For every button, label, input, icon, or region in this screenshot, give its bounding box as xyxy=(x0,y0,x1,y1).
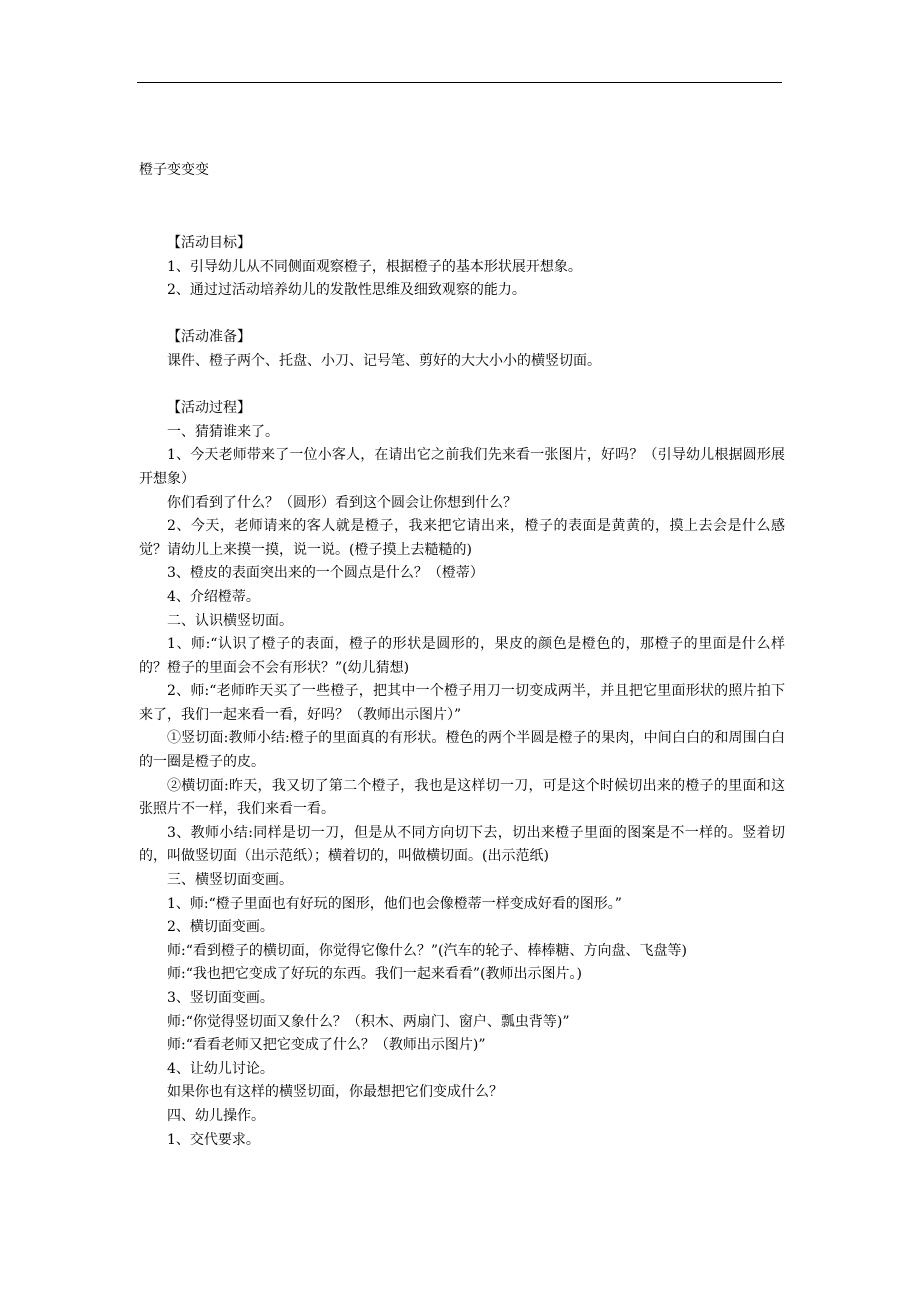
header-rule xyxy=(137,82,782,83)
paragraph: 2、横切面变画。 xyxy=(167,919,274,936)
paragraph: 1、师:“橙子里面也有好玩的图形，他们也会像橙蒂一样变成好看的图形。” xyxy=(167,895,622,912)
paragraph: 3、橙皮的表面突出来的一个圆点是什么？（橙蒂） xyxy=(167,565,484,582)
document-body xyxy=(139,232,785,1152)
section-heading-goals: 【活动目标】 xyxy=(167,235,251,251)
paragraph: 4、让幼儿讨论。 xyxy=(167,1060,274,1077)
paragraph: 2、通过过活动培养幼儿的发散性思维及细致观察的能力。 xyxy=(167,282,526,299)
paragraph: 3、竖切面变画。 xyxy=(167,990,274,1006)
paragraph: 2、师:“老师昨天买了一些橙子，把其中一个橙子用刀一切变成两半，并且把它里面形状的照片拍下来了，我们一起来看一看，好吗？（教师出示图片）” xyxy=(139,683,785,723)
paragraph: 课件、橙子两个、托盘、小刀、记号笔、剪好的大大小小的横竖切面。 xyxy=(167,352,601,369)
paragraph: 3、教师小结:同样是切一刀，但是从不同方向切下去，切出来橙子里面的图案是不一样的。竖着切的，叫做竖切面（出示范纸）；横着切的，叫做横切面。(出示范纸) xyxy=(139,824,785,865)
paragraph: 师:“我也把它变成了好玩的东西。我们一起来看看”(教师出示图片。) xyxy=(167,966,582,983)
paragraph: 1、交代要求。 xyxy=(167,1131,260,1148)
paragraph: ①竖切面:教师小结:橙子的里面真的有形状。橙色的两个半圆是橙子的果肉，中间白白的和周围白白的一圈是橙子的皮。 xyxy=(139,730,785,771)
paragraph: 师:“你觉得竖切面又象什么？（积木、两扇门、窗户、瓢虫背等)” xyxy=(167,1013,570,1030)
paragraph: 如果你也有这样的横竖切面，你最想把它们变成什么？ xyxy=(167,1084,503,1101)
paragraph: ②横切面:昨天，我又切了第二个橙子，我也是这样切一刀，可是这个时候切出来的橙子的里面和这张照片不一样，我们来看一看。 xyxy=(139,777,785,818)
paragraph: 四、幼儿操作。 xyxy=(167,1107,265,1124)
paragraph: 1、师:“认识了橙子的表面，橙子的形状是圆形的，果皮的颜色是橙色的，那橙子的里面是什么样的？橙子的里面会不会有形状？”(幼儿猜想) xyxy=(139,636,785,676)
paragraph: 二、认识横竖切面。 xyxy=(167,612,293,629)
paragraph: 你们看到了什么？（圆形）看到这个圆会让你想到什么？ xyxy=(167,494,517,511)
blank-line xyxy=(139,374,785,398)
paragraph: 2、今天，老师请来的客人就是橙子，我来把它请出来，橙子的表面是黄黄的，摸上去会是什么感觉？请幼儿上来摸一摸，说一说。(橙子摸上去糙糙的) xyxy=(139,518,785,558)
paragraph: 1、今天老师带来了一位小客人，在请出它之前我们先来看一张图片，好吗？（引导幼儿根据圆形展开想象） xyxy=(139,447,785,487)
document-title: 橙子变变变 xyxy=(139,162,209,178)
section-heading-preparation: 【活动准备】 xyxy=(167,329,251,346)
paragraph: 4、介绍橙蒂。 xyxy=(167,588,260,605)
paragraph: 师:“看到橙子的横切面，你觉得它像什么？”(汽车的轮子、棒棒糖、方向盘、飞盘等) xyxy=(167,942,687,959)
section-heading-process: 【活动过程】 xyxy=(167,400,251,417)
paragraph: 三、横竖切面变画。 xyxy=(167,872,293,889)
blank-line xyxy=(139,303,785,327)
paragraph: 师:“看看老师又把它变成了什么？（教师出示图片)” xyxy=(167,1037,486,1054)
paragraph: 一、猜猜谁来了。 xyxy=(167,423,279,440)
paragraph: 1、引导幼儿从不同侧面观察橙子，根据橙子的基本形状展开想象。 xyxy=(167,258,582,275)
